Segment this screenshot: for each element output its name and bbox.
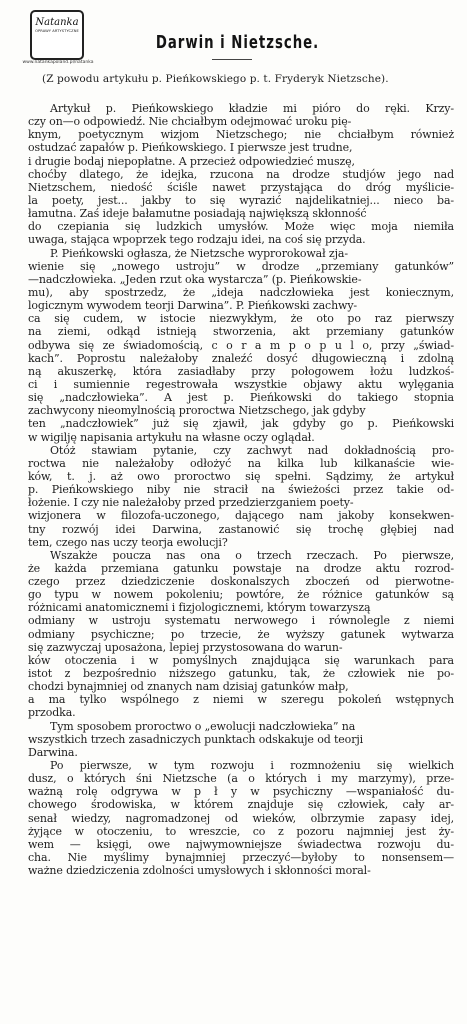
text-line: Artykuł p. Pieńkowskiego kładzie mi pióro do ręki. Krzy-: [50, 102, 454, 115]
text-line: ten „nadczłowiek” już się zjawił, jak gdyby go p. Pieńkowski: [28, 417, 454, 431]
text-line: ków otoczenia i w pomyślnych znajdująca się warunkach para: [28, 653, 454, 667]
logo-subtitle: OPRAWY ARTYSTYCZNE: [35, 29, 79, 33]
text-line: mu), aby spostrzedz, że „ideja nadczłowieka jest koniecznym,: [28, 285, 454, 299]
text-line: knym, poetycznym wizjom Nietzschego; nie chciałbym również: [28, 128, 454, 142]
text-line: zachwycony nieomylnością proroctwa Nietzschego, jak gdyby: [28, 404, 366, 418]
text-line: odmiany psychiczne; po trzecie, że wyższy gatunek wytwarza: [28, 627, 454, 641]
text-line: dusz, o których śni Nietzsche (a o których i my marzymy), prze-: [28, 772, 454, 786]
text-line: wszystkich trzech zasadniczych punktach odskakuje od teorji: [28, 732, 364, 746]
text-line: przodka.: [28, 706, 76, 720]
article-body: [28, 102, 454, 877]
text-line: Tym sposobem proroctwo o „ewolucji nadczłowieka” na: [50, 719, 356, 733]
text-line: choćby dlatego, że idejka, rzucona na drodze studjów jego nad: [28, 167, 454, 181]
text-line: żyjące w otoczeniu, to wreszcie, co z pozoru najmniej jest ży-: [28, 824, 454, 838]
text-line: uwaga, stająca wpoprzek tego rodzaju idei, na coś się przyda.: [28, 233, 366, 247]
text-line: chodzi bynajmniej od znanych nam dzisiaj gatunków małp,: [28, 680, 349, 694]
text-line: a ma tylko wspólnego z niemi w szeregu pokoleń wstępnych: [28, 693, 454, 707]
text-line: ostudzać zapałów p. Pieńkowskiego. I pierwsze jest trudne,: [28, 141, 353, 155]
text-line: ważne dziedziczenia zdolności umysłowych i skłonności moral-: [28, 864, 371, 878]
text-line: roctwa nie należałoby odłożyć na kilka lub kilkanaście wie-: [28, 456, 454, 470]
text-line: w wigilję napisania artykułu na własne oczy oglądał.: [28, 430, 315, 444]
text-line: Otóż stawiam pytanie, czy zachwyt nad dokładnością pro-: [50, 443, 454, 457]
article-title: Darwin i Nietzsche.: [155, 32, 320, 53]
text-line: Darwina.: [28, 745, 78, 759]
text-line: się zazwyczaj uposażona, lepiej przystosowana do warun-: [28, 640, 343, 654]
logo-url: www.natankapoland.pl/natanka: [22, 60, 94, 65]
text-line: istot z bezpośrednio niższego gatunku, tak, że człowiek nie po-: [28, 667, 454, 681]
text-line: p. Pieńkowskiego niby nie stracił na świeżości przez takie od-: [28, 483, 454, 497]
text-line: tem, czego nas uczy teorja ewolucji?: [28, 535, 228, 549]
text-line: wienie się „nowego ustroju” w drodze „przemiany gatunków”: [28, 259, 454, 273]
text-line: P. Pieńkowski ogłasza, że Nietzsche wyprorokował zja-: [50, 246, 348, 260]
text-line: ważną rolę odgrywa w p ł y w psychiczny —wspaniałość du-: [28, 785, 454, 799]
article-subtitle: (Z powodu artykułu p. Pieńkowskiego p. t. Fryderyk Nietzsche).: [42, 73, 389, 85]
text-line: logicznym wywodem teorji Darwina”. P. Pieńkowski zachwy-: [28, 299, 358, 313]
text-line: kach”. Poprostu należałoby znaleźć dosyć długowieczną i zdolną: [28, 351, 454, 365]
text-line: czy on—o odpowiedź. Nie chciałbym odejmować uroku pię-: [28, 115, 352, 129]
text-line: ci i sumiennie regestrowała wszystkie objawy aktu wylęgania: [28, 377, 454, 391]
text-line: i drugie bodaj niepopłatne. A przecież odpowiedzieć muszę,: [28, 154, 355, 168]
text-line: go typu w nowem pokoleniu; powtóre, że różnice gatunków są: [28, 588, 454, 602]
text-line: różnicami anatomicznemi i fizjologicznemi, którym towarzyszą: [28, 601, 371, 615]
article-paragraph: [28, 759, 454, 877]
text-line: łożenie. I czy nie należałoby przed przedzierzganiem poety-: [28, 496, 354, 510]
text-line: na ziemi, odkąd istnieją stworzenia, akt przemiany gatunków: [28, 325, 454, 339]
article-paragraph: [28, 549, 454, 720]
text-line: tny rozwój idei Darwina, zastanowić się trochę głębiej nad: [28, 522, 454, 536]
text-line: ca się cudem, w istocie niezwykłym, że oto po raz pierwszy: [28, 312, 454, 326]
text-line: się „nadczłowieka”. A jest p. Pieńkowski do takiego stopnia: [28, 391, 454, 405]
text-line: ków, t. j. aż owo proroctwo się spełni. Sądzimy, że artykuł: [28, 469, 454, 483]
text-line: —nadczłowieka. „Jeden rzut oka wystarcza” (p. Pieńkowskie-: [28, 272, 362, 286]
text-line: Wszakże poucza nas ona o trzech rzeczach. Po pierwsze,: [50, 548, 454, 562]
text-line: cha. Nie myślimy bynajmniej przeczyć—byłoby to nonsensem—: [28, 851, 454, 865]
text-line: wem — księgi, owe najwymowniejsze świadectwa rozwoju du-: [28, 837, 454, 851]
article-paragraph: [28, 444, 454, 549]
text-line: la poety, jest... jakby to się wyrazić najdelikatniej... nieco ba-: [28, 193, 454, 207]
library-logo: [30, 10, 84, 60]
text-line: czego przez dziedziczenie doskonalszych zboczeń od pierwotne-: [28, 575, 454, 589]
text-line: Po pierwsze, w tym rozwoju i rozmnożeniu się wielkich: [50, 759, 454, 773]
text-line: chowego środowiska, w którem znajduje się człowiek, cały ar-: [28, 798, 454, 812]
text-line: ną akuszerkę, która zasiadłaby przy połogowem łożu ludzkoś-: [28, 364, 454, 378]
title-divider: [212, 59, 252, 60]
text-line: do czepiania się ludzkich umysłów. Może więc moja niemiła: [28, 220, 454, 234]
article-paragraph: [28, 102, 454, 247]
text-line: wizjonera w filozofa-uczonego, dającego nam jakoby konsekwen-: [28, 509, 454, 523]
text-line: łamutna. Zaś ideje bałamutne posiadają największą skłonność: [28, 207, 367, 221]
text-line: że każda przemiana gatunku powstaje na drodze aktu rozrod-: [28, 561, 454, 575]
article-paragraph: [28, 247, 454, 444]
logo-name: Natanka: [35, 17, 79, 28]
article-paragraph: [28, 720, 454, 759]
text-line: odbywa się ze świadomością, c o r a m p o p u l o, przy „świad-: [28, 338, 454, 352]
text-line: senał wiedzy, nagromadzonej od wieków, olbrzymie zapasy idej,: [28, 811, 454, 825]
text-line: odmiany w ustroju systematu nerwowego i równolegle z niemi: [28, 614, 454, 628]
text-line: Nietzschem, niedość ściśle nawet przystająca do dróg myślicie-: [28, 180, 454, 194]
